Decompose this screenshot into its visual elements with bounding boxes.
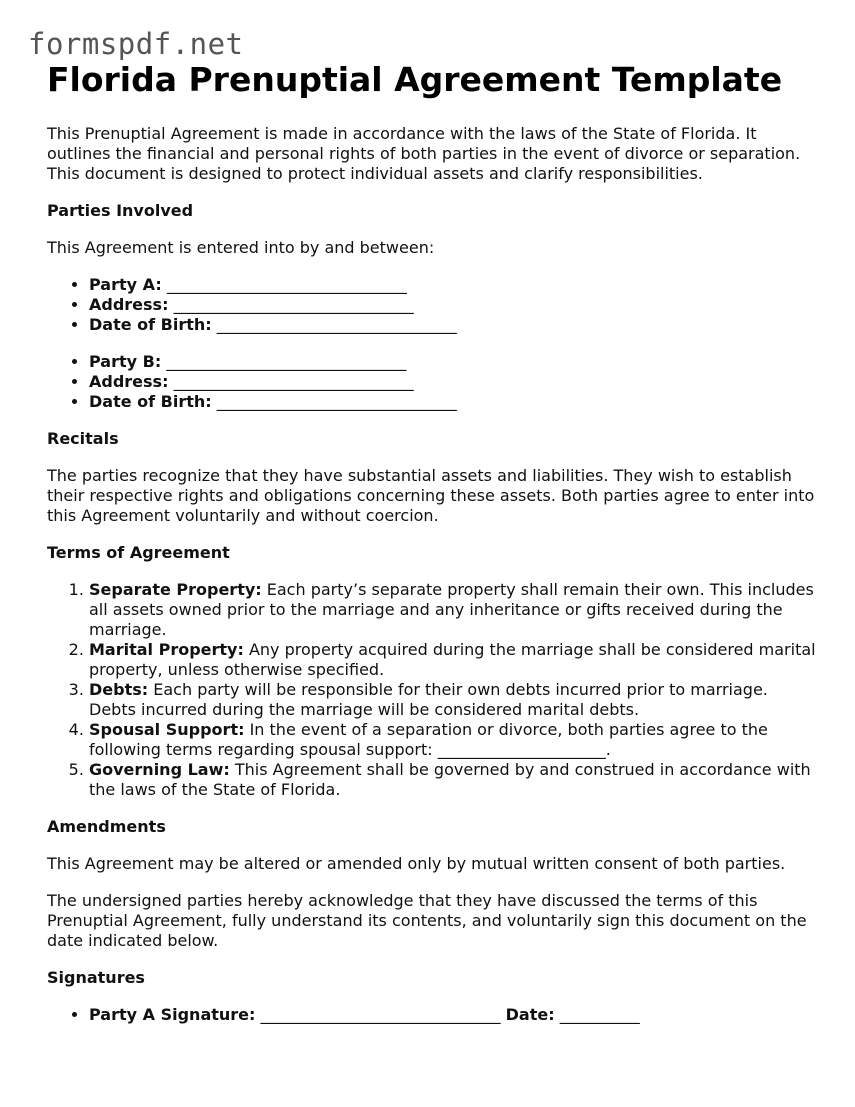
field-label: Date of Birth:	[89, 392, 212, 411]
term-text: This Agreement shall be governed by and construed in accordance with the laws of the State of Florida.	[89, 760, 811, 799]
amendments-heading: Amendments	[47, 817, 166, 836]
list-item	[89, 372, 817, 392]
signature-blank[interactable]: ______________________________	[260, 1005, 501, 1024]
term-label: Debts:	[89, 680, 149, 699]
fill-in-blank[interactable]: ______________________________	[166, 275, 407, 294]
party-b-list	[47, 352, 817, 412]
field-label: Address:	[89, 295, 169, 314]
document-page	[47, 58, 817, 1025]
fill-in-blank[interactable]: ______________________________	[216, 315, 457, 334]
intro-paragraph: This Prenuptial Agreement is made in accordance with the laws of the State of Florida. It outlines the financial and personal rights of both parties in the event of divorce or separation. This document is designed to protect individual assets and clarify responsibilities.	[47, 124, 801, 183]
terms-heading: Terms of Agreement	[47, 543, 230, 562]
term-label: Spousal Support:	[89, 720, 245, 739]
parties-heading: Parties Involved	[47, 201, 194, 220]
field-label: Party B:	[89, 352, 162, 371]
signatures-list	[47, 1005, 817, 1025]
fill-in-blank[interactable]: ______________________________	[173, 372, 414, 391]
field-label: Party A:	[89, 275, 162, 294]
fill-in-blank[interactable]: ______________________________	[173, 295, 414, 314]
list-item	[89, 680, 817, 720]
list-item	[89, 720, 817, 760]
field-label: Address:	[89, 372, 169, 391]
acknowledgement-paragraph: The undersigned parties hereby acknowledge that they have discussed the terms of this Prenuptial Agreement, fully understand its contents, and voluntarily sign this document on the date indicated below.	[47, 891, 807, 950]
list-item	[89, 392, 817, 412]
recitals-heading: Recitals	[47, 429, 119, 448]
field-label: Date of Birth:	[89, 315, 212, 334]
list-item	[89, 760, 817, 800]
date-label: Date:	[505, 1005, 555, 1024]
recitals-paragraph: The parties recognize that they have substantial assets and liabilities. They wish to establish their respective rights and obligations concerning these assets. Both parties agree to enter into this Agreement voluntarily and without coercion.	[47, 466, 815, 525]
term-text: In the event of a separation or divorce, both parties agree to the following terms regarding spousal support: _____________________.	[89, 720, 768, 759]
list-item	[89, 295, 817, 315]
signatures-heading: Signatures	[47, 968, 145, 987]
fill-in-blank[interactable]: ______________________________	[216, 392, 457, 411]
term-label: Separate Property:	[89, 580, 262, 599]
date-blank[interactable]: __________	[559, 1005, 640, 1024]
list-item	[89, 352, 817, 372]
party-a-list	[47, 275, 817, 335]
term-label: Governing Law:	[89, 760, 230, 779]
list-item	[89, 1005, 817, 1025]
list-item	[89, 315, 817, 335]
term-text: Each party’s separate property shall remain their own. This includes all assets owned prior to the marriage and any inheritance or gifts received during the marriage.	[89, 580, 814, 639]
amendments-paragraph: This Agreement may be altered or amended only by mutual written consent of both parties.	[47, 854, 786, 873]
parties-lead: This Agreement is entered into by and between:	[47, 238, 435, 257]
list-item	[89, 580, 817, 640]
list-item	[89, 275, 817, 295]
signature-label: Party A Signature:	[89, 1005, 256, 1024]
list-item	[89, 640, 817, 680]
term-text: Any property acquired during the marriage shall be considered marital property, unless otherwise specified.	[89, 640, 816, 679]
fill-in-blank[interactable]: ______________________________	[166, 352, 407, 371]
watermark: formspdf.net	[28, 27, 244, 61]
term-label: Marital Property:	[89, 640, 244, 659]
term-text: Each party will be responsible for their own debts incurred prior to marriage. Debts incurred during the marriage will be considered marital debts.	[89, 680, 768, 719]
page-title: Florida Prenuptial Agreement Template	[47, 60, 783, 99]
terms-list	[47, 580, 817, 800]
